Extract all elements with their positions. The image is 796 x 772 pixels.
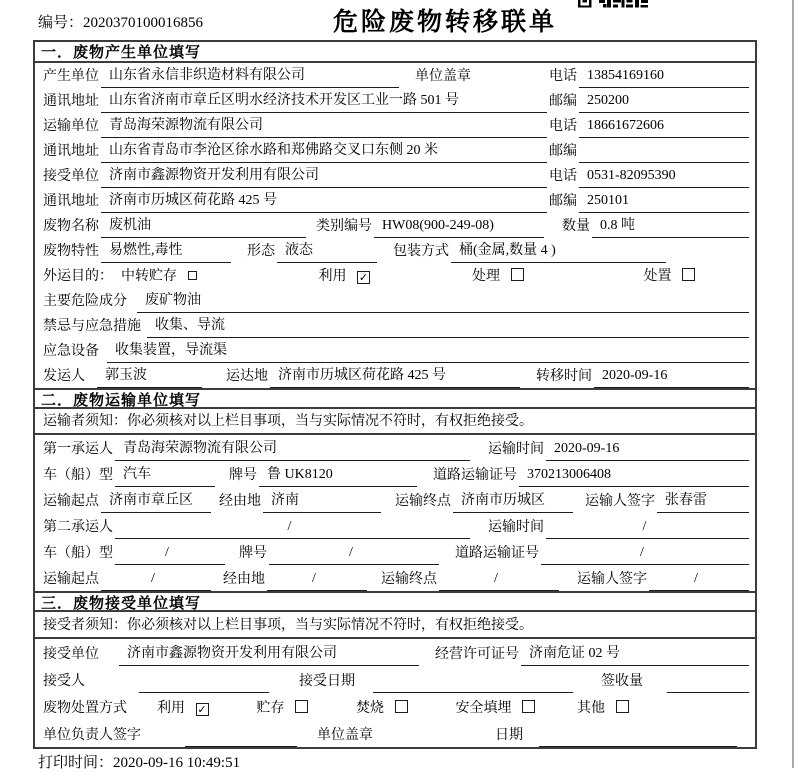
destination-label: 运达地 [226,369,268,384]
checkbox-icon [682,268,695,281]
route1-row [35,487,755,513]
emergency-equipment-value: 收集装置，导流渠 [107,339,749,363]
option-label: 利用 [318,269,347,284]
waste-props-label: 废物特性 [43,244,99,259]
option-label: 贮存 [256,701,285,716]
waste-pack-label: 包装方式 [393,244,449,259]
route1-start-label: 运输起点 [43,494,99,509]
producer-phone-label: 电话 [549,69,577,84]
route2-via-label: 经由地 [223,572,265,587]
vehicle2-license-label: 道路运输证号 [455,546,539,561]
print-time-label: 打印时间： [38,755,114,771]
route1-via-value: 济南 [263,489,381,513]
route2-row [35,565,755,591]
responsible-sign-value [185,743,297,747]
unit-seal-label: 单位盖章 [415,69,471,84]
option-label: 处理 [472,269,500,284]
vehicle1-plate-label: 牌号 [229,468,257,483]
checkbox-checked-icon: ✓ [197,703,207,716]
received-qty-label: 签收量 [601,674,643,689]
section2-header: 二．废物运输单位填写 [35,388,755,409]
transporter-zip-value [579,159,749,163]
route2-end-label: 运输终点 [381,572,437,587]
producer-phone-value: 13854169160 [579,68,749,88]
waste-name-row [35,213,755,238]
disposal-method-row [35,693,755,720]
transporter-zip-label: 邮编 [549,144,577,159]
transporter-notice-row [35,409,755,435]
option-label: 焚烧 [356,701,384,716]
transporter-notice-text: 运输者须知：你必须核对以上栏目事项，当与实际情况不符时，有权拒绝接受。 [43,414,533,429]
route2-start-label: 运输起点 [43,572,99,587]
route1-sign-value: 张春雷 [657,489,749,513]
producer-address-row [35,88,755,113]
operating-license-value: 济南危证 02 号 [521,642,749,666]
vehicle1-row [35,461,755,487]
transporter-address-label: 通讯地址 [43,144,99,159]
page-edge-divider [792,0,794,768]
producer-zip-value: 250200 [579,93,749,113]
dispatcher-label: 发运人 [43,369,85,384]
transporter-address-value: 山东省青岛市李沧区徐水路和郑佛路交叉口东侧 20 米 [101,139,547,163]
emergency-measures-value: 收集、导流 [147,314,749,338]
receiver-value: 济南市鑫源物资开发利用有限公司 [101,164,547,188]
waste-form-value: 液态 [277,239,377,263]
checkbox-icon [616,700,629,713]
received-qty-value [667,689,749,693]
transporter-row [35,113,755,138]
emergency-measures-row [35,313,755,338]
print-time-value: 2020-09-16 10:49:51 [113,755,241,771]
route1-start-value: 济南市章丘区 [101,489,211,513]
emergency-measures-label: 禁忌与应急措施 [43,319,141,334]
route1-sign-label: 运输人签字 [585,494,655,509]
vehicle2-plate-value: / [269,545,439,565]
option-label: 其他 [577,701,605,716]
purpose-option-transfer-storage [121,265,197,288]
hazard-row [35,288,755,313]
route1-via-label: 经由地 [219,494,261,509]
serial-value: 2020370100016856 [83,15,204,31]
receiver-address-row [35,188,755,213]
receiver-phone-label: 电话 [549,169,577,184]
purpose-label: 外运目的： [43,269,113,284]
sign-date-label: 日期 [495,728,523,743]
checkbox-icon [295,700,308,713]
waste-name-value: 废机油 [101,214,306,238]
transporter-phone-label: 电话 [549,119,577,134]
transporter-label: 运输单位 [43,119,99,134]
vehicle1-type-value: 汽车 [115,463,215,487]
carrier2-row [35,513,755,539]
carrier1-label: 第一承运人 [43,442,113,457]
waste-qty-label: 数量 [562,219,590,234]
dispatcher-value: 郭玉波 [97,364,202,388]
accept-unit-row [35,639,755,666]
vehicle1-license-label: 道路运输证号 [433,468,517,483]
manifest-form [33,40,757,749]
transporter-phone-value: 18661672606 [579,118,749,138]
accept-person-value [139,689,269,693]
checkbox-icon [395,700,408,713]
vehicle2-plate-label: 牌号 [239,546,267,561]
purpose-row [35,263,755,288]
carrier1-time-value: 2020-09-16 [546,441,749,461]
carrier2-value: / [115,519,470,539]
purpose-option-treat [472,265,524,288]
waste-code-value: HW08(900-249-08) [374,218,544,238]
vehicle1-plate-value: 鲁 UK8120 [259,463,417,487]
transporter-value: 青岛海荣源物流有限公司 [101,114,547,138]
checkbox-checked-icon: ✓ [358,271,369,284]
carrier1-row [35,435,755,461]
producer-address-label: 通讯地址 [43,94,99,109]
emergency-equipment-row [35,338,755,363]
route2-via-value: / [267,571,367,591]
disposal-option-store [257,697,309,720]
vehicle1-license-value: 370213006408 [519,467,749,487]
serial-label: 编号： [38,15,84,31]
route2-end-value: / [439,571,559,591]
disposal-option-incinerate [356,697,408,720]
option-label: 处置 [643,269,672,284]
waste-qty-value: 0.8 吨 [592,214,749,238]
unit-seal-label-2: 单位盖章 [317,728,373,743]
section3-header: 三．废物接受单位填写 [35,591,755,612]
hazard-value: 废矿物油 [137,289,749,313]
accept-person-row [35,666,755,693]
transfer-time-label: 转移时间 [536,369,592,384]
receiver-zip-value: 250101 [579,193,749,213]
qr-code-fragment [578,0,648,9]
disposal-method-label: 废物处置方式 [43,701,127,716]
waste-props-row [35,238,755,263]
destination-value: 济南市历城区荷花路 425 号 [270,364,520,388]
waste-props-value: 易燃性,毒性 [101,239,231,263]
vehicle2-license-value: / [541,545,749,565]
waste-form-label: 形态 [247,244,275,259]
route1-end-value: 济南市历城区 [453,489,573,513]
dispatch-row [35,363,755,388]
checkbox-icon [511,268,524,281]
waste-code-label: 类别编号 [316,219,372,234]
waste-name-label: 废物名称 [43,219,99,234]
waste-pack-value: 桶(金属,数量 4 ) [451,239,666,263]
accept-person-label: 接受人 [43,674,85,689]
purpose-option-utilize [319,265,371,288]
vehicle2-type-value: / [115,545,225,565]
disposal-option-utilize [157,697,209,720]
responsible-sign-row [35,720,755,747]
operating-license-label: 经营许可证号 [435,647,519,662]
receiver-row [35,163,755,188]
transfer-time-value: 2020-09-16 [594,368,749,388]
receiver-address-label: 通讯地址 [43,194,99,209]
purpose-option-dispose [644,265,696,288]
carrier1-time-label: 运输时间 [488,442,544,457]
section1-header: 一．废物产生单位填写 [35,42,755,63]
accept-unit-value: 济南市鑫源物资开发利用有限公司 [119,642,419,666]
route2-sign-label: 运输人签字 [577,572,647,587]
responsible-sign-label: 单位负责人签字 [43,728,141,743]
carrier2-label: 第二承运人 [43,520,113,535]
receiver-zip-label: 邮编 [549,194,577,209]
receiver-notice-text: 接受者须知：你必须核对以上栏目事项，当与实际情况不符时，有权拒绝接受。 [43,618,533,633]
hazard-label: 主要危险成分 [43,294,127,309]
route1-end-label: 运输终点 [395,494,451,509]
carrier1-value: 青岛海荣源物流有限公司 [115,437,470,461]
carrier2-time-value: / [546,519,749,539]
option-label: 中转贮存 [121,269,177,284]
page-title: 危险废物转移联单 [332,8,557,36]
producer-zip-label: 邮编 [549,94,577,109]
transporter-address-row [35,138,755,163]
vehicle2-row [35,539,755,565]
accept-date-value [373,689,573,693]
checkbox-icon [522,700,535,713]
route2-start-value: / [101,571,211,591]
option-label: 安全填埋 [455,701,512,716]
disposal-option-landfill [456,697,536,720]
receiver-address-value: 济南市历城区荷花路 425 号 [101,189,547,213]
checkbox-icon [188,271,197,280]
receiver-notice-row [35,612,755,639]
receiver-label: 接受单位 [43,169,99,184]
carrier2-time-label: 运输时间 [488,520,544,535]
producer-value: 山东省永信非织造材料有限公司 [101,64,399,88]
producer-label: 产生单位 [43,69,99,84]
accept-unit-label: 接受单位 [43,647,99,662]
producer-row [35,63,755,88]
disposal-option-other [577,697,629,720]
option-label: 利用 [157,701,185,716]
accept-date-label: 接受日期 [299,674,355,689]
sign-date-value [539,743,737,747]
route2-sign-value: / [649,571,749,591]
producer-address-value: 山东省济南市章丘区明水经济技术开发区工业一路 501 号 [101,89,547,113]
vehicle1-type-label: 车（船）型 [43,468,113,483]
print-time [38,751,240,772]
vehicle2-type-label: 车（船）型 [43,546,113,561]
receiver-phone-value: 0531-82095390 [579,168,749,188]
emergency-equipment-label: 应急设备 [43,344,99,359]
